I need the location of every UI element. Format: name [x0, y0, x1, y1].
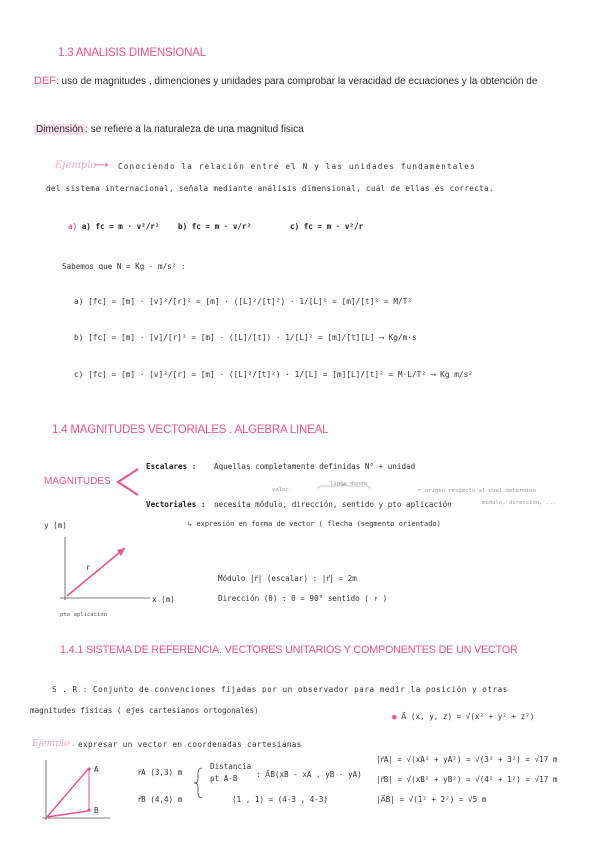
dimension-text: : se refiere a la naturaleza de una magnitud fisica — [85, 124, 304, 135]
definition-text: : uso de magnitudes , dimenciones y unidades para comprobar la veracidad de ecuaciones y la obtención de — [56, 76, 538, 87]
sr-formula: ● A⃗ (x, y, z) = √(x² + y² + z²) — [392, 712, 535, 721]
note-origen: ⌐ origen respecto al cual determino — [418, 488, 536, 494]
modulus-ab: |A⃗B| = √(1² + 2²) = √5 m — [376, 795, 487, 804]
rb-vector — [47, 811, 88, 817]
pt-ab-label: pt A-B — [210, 774, 238, 783]
definition-label: DEF — [34, 75, 56, 87]
pto-aplicacion: pto aplicación — [60, 612, 108, 618]
section-14-title: 1.4 MAGNITUDES VECTORIALES . ALGEBRA LINEAL — [52, 424, 329, 436]
option-a-text: a) fc = m · v²/r² — [81, 222, 160, 231]
example-2-text: expresar un vector en coordenadas cartesianas — [78, 740, 302, 749]
distancia-label: Distancia — [210, 762, 252, 771]
x-axis-label: x (m) — [152, 595, 175, 604]
y-axis-label: y (m) — [44, 521, 67, 530]
note-linea: línea donde — [330, 481, 368, 487]
example-brace — [194, 768, 202, 798]
modulus-rb: |r⃗B| = √(xB² + yB²) = √(4² + 1²) = √17 m — [376, 775, 558, 784]
note-modulo: módulo, dirección, ... — [482, 500, 557, 506]
example-2-label: Ejemplo : — [32, 739, 76, 749]
ra-vector-text: r⃗A (3,3) m — [138, 768, 183, 777]
modulus-ra: |r⃗A| = √(xA² + yA²) = √(3² + 3²) = √17 m — [376, 755, 558, 764]
r-vector-arrow — [67, 548, 125, 596]
rb-vector-text: r⃗B (4,4) m — [138, 795, 183, 804]
option-a: a) a) fc = m · v²/r² — [68, 222, 160, 231]
escalares-label: Escalares : — [146, 462, 197, 471]
point-a-label: A — [94, 765, 99, 774]
derivation-c: c) [fc] = [m] · [v]²/[r] = [m] · ([L]²/[t]²) · 1/[L] = [m][L]/[t]² = M·L/T² ⟶ Kg m/s² — [74, 370, 474, 379]
dimension-label: Dimensión — [36, 124, 84, 135]
ab-vector-text: : A⃗B(xB - xA , yB - yA) — [256, 770, 362, 779]
ab-components: (1 , 1) = (4-3 , 4-3) — [232, 795, 329, 804]
direccion-line: Dirección (θ) : θ = 90° sentido ( ↑ ) — [218, 594, 388, 603]
section-141-title: 1.4.1 SISTEMA DE REFERENCIA. VECTORES UNITARIOS Y COMPONENTES DE UN VECTOR — [60, 644, 518, 656]
vectoriales-text: necesita módulo, dirección, sentido y pto aplicación — [214, 500, 452, 509]
magnitudes-bracket — [118, 469, 138, 495]
point-b-label: B — [94, 806, 99, 815]
derivation-b: b) [fc] = [m] · [v]/[r]² = [m] · ([L]/[t]) · 1/[L]² = [m]/[t][L] ⟶ Kg/m·s — [74, 333, 417, 342]
expresion-text: ↳ expresión en forma de vector ( flecha (segmento orientado) — [188, 520, 441, 528]
definition — [34, 75, 537, 87]
option-b: b) fc = m · v/r² — [178, 222, 252, 231]
sr-formula-text: A⃗ (x, y, z) = √(x² + y² + z²) — [401, 712, 535, 721]
vectoriales-label: Vectoriales : — [146, 500, 206, 509]
magnitudes-label: MAGNITUDES — [44, 476, 111, 487]
ra-vector — [47, 768, 89, 817]
example-1-arrow: ⟶ — [94, 160, 109, 171]
option-c: c) fc = m · v²/r — [290, 222, 364, 231]
sabemos-line: Sabemos que N = Kg · m/s² : — [62, 262, 186, 271]
example-1-line1: Conociendo la relación entre el N y las unidades fundamentales — [118, 162, 476, 171]
dimension — [34, 124, 304, 135]
r-vector-label: r — [86, 563, 91, 572]
example-1-label: Ejemplo — [55, 160, 97, 171]
escalares-text: Aquellas completamente definidas N° + unidad — [214, 462, 416, 471]
modulo-line: Módulo |r⃗| (escalar) : |r⃗| = 2m — [218, 574, 357, 583]
sr-line2: magnitudes físicas ( ejes cartesianos ortogonales) — [30, 706, 259, 715]
example-1-line2: del sistema internacional, señala mediante análisis dimensional, cuál de ellas es correcta. — [46, 184, 494, 193]
sr-line1: S . R : Conjunto de convenciones fijadas por un observador para medir la posición y otras — [52, 685, 508, 694]
section-13-title: 1.3 ANALISIS DIMENSIONAL — [58, 47, 206, 59]
note-valor: valor — [272, 487, 289, 493]
derivation-a: a) [fc] = [m] · [v]²/[r]² = [m] · ([L]²/[t]²) · 1/[L]² = [m]/[t]² = M/T² — [74, 297, 412, 306]
